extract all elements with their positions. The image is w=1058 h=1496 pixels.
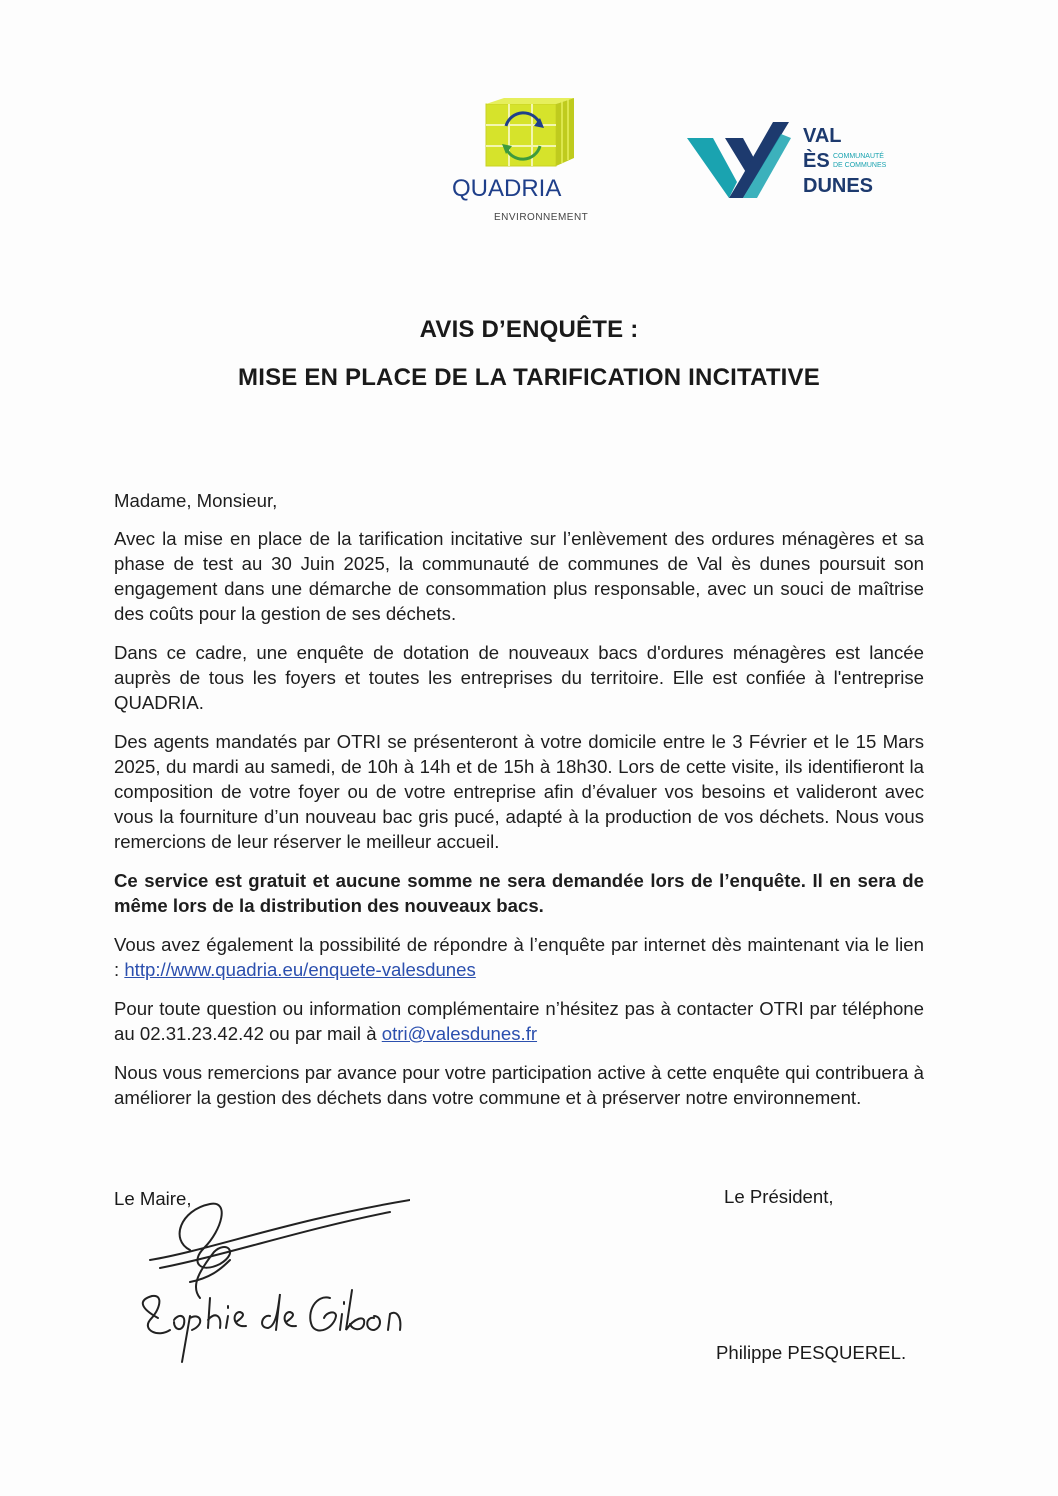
paragraph-contact-text: Pour toute question ou information complémentaire n’hésitez pas à contacter OTRI par téléphone au 02.31.23.42.42 ou par mail à (114, 998, 924, 1044)
paragraph-enquete: Dans ce cadre, une enquête de dotation de nouveaux bacs d'ordures ménagères est lancée auprès de tous les foyers et toutes les entreprises du territoire. Elle est confiée à l'entreprise QUADRIA. (114, 642, 924, 713)
paragraph-remerciements: Nous vous remercions par avance pour votre participation active à cette enquête qui contribuera à améliorer la gestion des déchets dans votre commune et à préserver notre environnement. (114, 1062, 924, 1108)
paragraph-gratuit: Ce service est gratuit et aucune somme ne sera demandée lors de l’enquête. Il en sera de même lors de la distribution des nouveaux bacs. (114, 870, 924, 916)
quadria-subtitle: ENVIRONNEMENT (494, 212, 588, 223)
valesdunes-tag2: DE COMMUNES (833, 162, 887, 169)
quadria-logo-graphic (448, 98, 588, 228)
valesdunes-line1: VAL (803, 125, 842, 147)
quadria-logo (448, 98, 588, 228)
president-label: Le Président, (724, 1186, 834, 1207)
valesdunes-v-icon (687, 122, 791, 198)
page-title: AVIS D’ENQUÊTE : (419, 316, 639, 343)
page-subtitle: MISE EN PLACE DE LA TARIFICATION INCITATIVE (238, 364, 820, 391)
mayor-signature (130, 1190, 410, 1380)
handwritten-signature-icon (130, 1190, 410, 1380)
mayor-label: Le Maire, (114, 1188, 192, 1209)
valesdunes-tag1: COMMUNAUTÉ (833, 153, 884, 160)
paragraph-visite: Des agents mandatés par OTRI se présenteront à votre domicile entre le 3 Février et le 15 Mars 2025, du mardi au samedi, de 10h à 14h et de 15h à 18h30. Lors de cette visite, ils identifieront la composition de votre foyer ou de votre entreprise afin d’évaluer vos besoins et valideront avec vous la fourniture d’un nouveau bac gris pucé, adapté à la production de vos déchets. Nous vous remercions de leur réserver le meilleur accueil. (114, 731, 924, 852)
survey-link[interactable]: http://www.quadria.eu/enquete-valesdunes (124, 959, 476, 980)
paragraph-internet-text: Vous avez également la possibilité de répondre à l’enquête par internet dès maintenant via le lien : (114, 934, 924, 980)
paragraph-context: Avec la mise en place de la tarification incitative sur l’enlèvement des ordures ménagères et sa phase de test au 30 Juin 2025, la communauté de communes de Val ès dunes poursuit son engagement dans une démarche de consommation plus responsable, avec un souci de maîtrise des coûts pour la gestion de ses déchets. (114, 528, 924, 624)
quadria-cube-icon (486, 98, 574, 166)
president-name: Philippe PESQUEREL. (716, 1342, 907, 1363)
paragraph-internet (114, 932, 924, 982)
salutation: Madame, Monsieur, (114, 490, 278, 511)
valesdunes-logo-graphic (685, 120, 905, 205)
valesdunes-line3: DUNES (803, 175, 874, 197)
email-link[interactable]: otri@valesdunes.fr (381, 1023, 538, 1044)
quadria-name: QUADRIA (452, 175, 562, 202)
valesdunes-line2: ÈS (803, 150, 830, 172)
valesdunes-logo (685, 120, 905, 205)
letter-body (114, 488, 924, 1124)
paragraph-contact (114, 996, 924, 1046)
